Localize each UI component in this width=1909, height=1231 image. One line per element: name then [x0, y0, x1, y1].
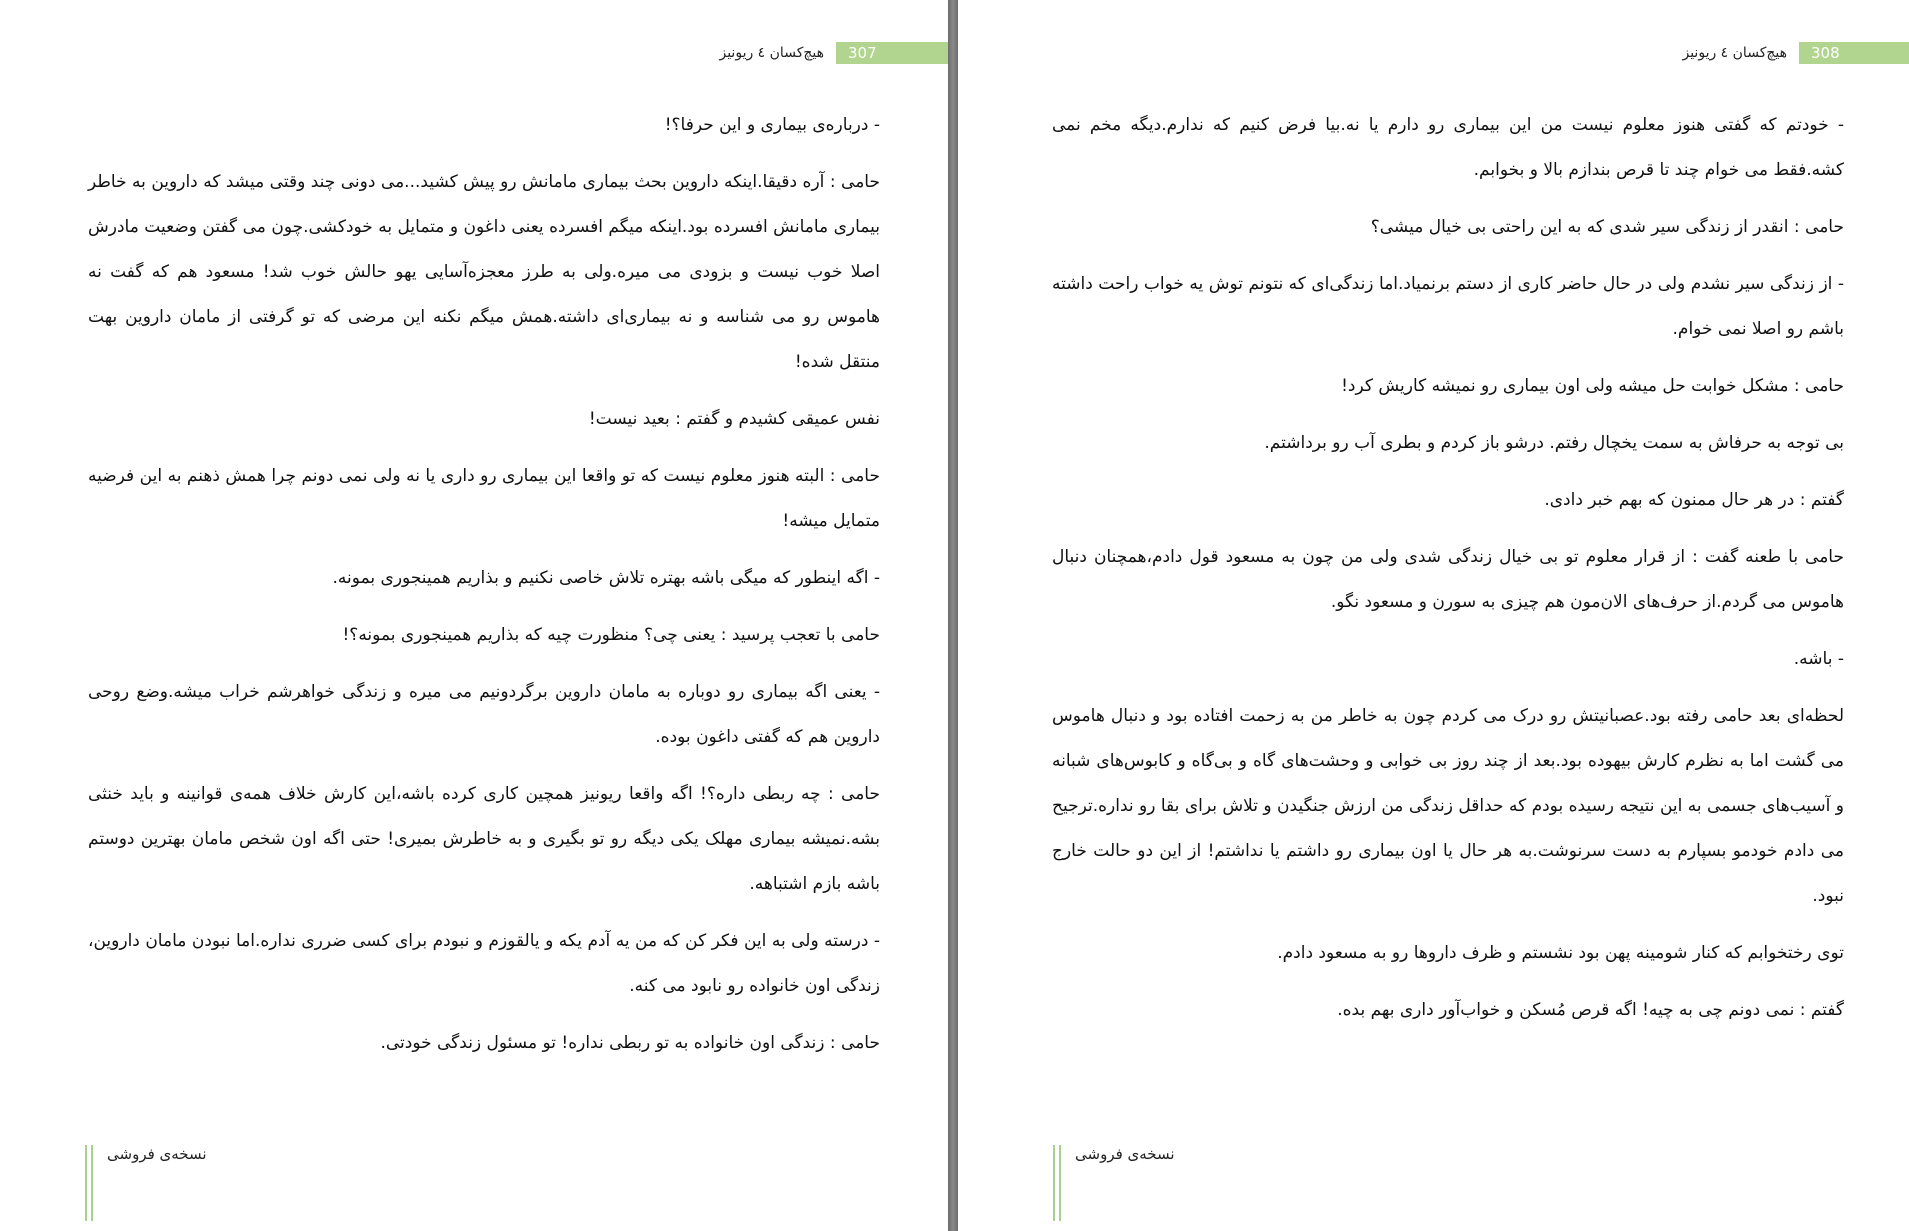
- page-header: [719, 42, 948, 64]
- paragraph: - درسته ولی به این فکر کن که من یه آدم یکه و یالقوزم و نبودم برای کسی ضرری نداره.اما نبودن مامان داروین، زندگی اون خانواده رو نابود می کنه.: [88, 931, 880, 996]
- paragraph: حامی : انقدر از زندگی سیر شدی که به این راحتی بی خیال میشی؟: [1370, 217, 1844, 237]
- footer-bar: [85, 1145, 87, 1221]
- footer-bar: [91, 1145, 93, 1221]
- page-footer: [85, 1145, 207, 1221]
- header-title: هیچ‌کسان ٤ ریونیز: [1682, 45, 1787, 61]
- footer-label: نسخه‌ی فروشی: [107, 1145, 207, 1163]
- paragraph: حامی با طعنه گفت : از قرار معلوم تو بی خیال زندگی شدی ولی من چون به مسعود قول دادم،همچنان دنبال هاموس می گردم.از حرف‌های الان‌مون هم چیزی به سورن و مسعود نگو.: [1052, 547, 1844, 612]
- footer-bars-decoration: [1053, 1145, 1065, 1221]
- page-number: 308: [1799, 42, 1909, 64]
- footer-bar: [1059, 1145, 1061, 1221]
- paragraph: - باشه.: [1793, 649, 1844, 669]
- paragraph: توی رختخوابم که کنار شومینه پهن بود نشستم و ظرف داروها رو به مسعود دادم.: [1277, 943, 1844, 963]
- page-number: 307: [836, 42, 948, 64]
- header-title: هیچ‌کسان ٤ ریونیز: [719, 45, 824, 61]
- paragraph: حامی : آره دقیقا.اینکه داروین بحث بیماری مامانش رو پیش کشید...می دونی چند وقتی میشد که داروین به خاطر بیماری مامانش افسرده بود.اینکه میگم افسرده یعنی داغون و متمایل به خودکشی.چون می گفتن وضعیت مادرش اصلا خوب نیست و بزودی می میره.ولی به طرز معجزه‌آسایی یهو حالش خوب شد! مسعود هم که گفت نه هاموس رو می شناسه و نه بیماری‌ای داشته.همش میگم نکنه این مرضی که تو گرفتی از مامان داروین بهت منتقل شده!: [88, 172, 880, 372]
- page-body: [1052, 103, 1844, 1045]
- left-page: [0, 0, 948, 1231]
- paragraph: حامی : البته هنوز معلوم نیست که تو واقعا این بیماری رو داری یا نه ولی نمی دونم چرا همش ذهنم به این فرضیه متمایل میشه!: [88, 466, 880, 531]
- paragraph: نفس عمیقی کشیدم و گفتم : بعید نیست!: [588, 409, 880, 429]
- paragraph: - درباره‌ی بیماری و این حرفا؟!: [664, 115, 880, 135]
- paragraph: حامی : مشکل خوابت حل میشه ولی اون بیماری رو نمیشه کاریش کرد!: [1341, 376, 1844, 396]
- paragraph: گفتم : در هر حال ممنون که بهم خبر دادی.: [1544, 490, 1844, 510]
- footer-bars-decoration: [85, 1145, 97, 1221]
- paragraph: - یعنی اگه بیماری رو دوباره به مامان داروین برگردونیم می میره و زندگی خواهرشم خراب میشه.وضع روحی داروین هم که گفتی داغون بوده.: [88, 682, 880, 747]
- paragraph: بی توجه به حرفاش به سمت یخچال رفتم. درشو باز کردم و بطری آب رو برداشتم.: [1264, 433, 1844, 453]
- paragraph: - خودتم که گفتی هنوز معلوم نیست من این بیماری رو دارم یا نه.بیا فرض کنیم که ندارم.دیگه مخم نمی کشه.فقط می خوام چند تا قرص بندازم بالا و بخوابم.: [1052, 115, 1844, 180]
- page-body: [88, 103, 880, 1078]
- paragraph: - اگه اینطور که میگی باشه بهتره تلاش خاصی نکنیم و بذاریم همینجوری بمونه.: [332, 568, 880, 588]
- page-footer: [1053, 1145, 1175, 1221]
- book-gutter: [948, 0, 958, 1231]
- paragraph: لحظه‌ای بعد حامی رفته بود.عصبانیتش رو درک می کردم چون به خاطر من به زحمت افتاده بود و دنبال هاموس می گشت اما به نظرم کارش بیهوده بود.بعد از چند روز بی خوابی و وحشت‌های گاه و بی‌گاه و کابوس‌های شبانه و آسیب‌های جسمی به این نتیجه رسیده بودم که حداقل زندگی من ارزش جنگیدن و تلاش برای بقا رو نداره.ترجیح می دادم خودمو بسپارم به دست سرنوشت.به هر حال یا اون بیماری رو داشتم یا نداشتم! از این دو حالت خارج نبود.: [1052, 706, 1844, 906]
- footer-label: نسخه‌ی فروشی: [1075, 1145, 1175, 1163]
- paragraph: حامی : چه ربطی داره؟! اگه واقعا ریونیز همچین کاری کرده باشه،این کارش خلاف همه‌ی قوانینه و باید خنثی بشه.نمیشه بیماری مهلک یکی دیگه رو تو بگیری و به خاطرش بمیری! حتی اگه اون شخص مامان بهترین دوستم باشه بازم اشتباهه.: [88, 784, 880, 894]
- page-header: [1682, 42, 1909, 64]
- right-page: [958, 0, 1909, 1231]
- paragraph: گفتم : نمی دونم چی به چیه! اگه قرص مُسکن و خواب‌آور داری بهم بده.: [1337, 1000, 1844, 1020]
- paragraph: - از زندگی سیر نشدم ولی در حال حاضر کاری از دستم برنمیاد.اما زندگی‌ای که نتونم توش یه خواب راحت داشته باشم رو اصلا نمی خوام.: [1052, 274, 1844, 339]
- paragraph: حامی : زندگی اون خانواده به تو ربطی نداره! تو مسئول زندگی خودتی.: [380, 1033, 880, 1053]
- paragraph: حامی با تعجب پرسید : یعنی چی؟ منظورت چیه که بذاریم همینجوری بمونه؟!: [342, 625, 880, 645]
- footer-bar: [1053, 1145, 1055, 1221]
